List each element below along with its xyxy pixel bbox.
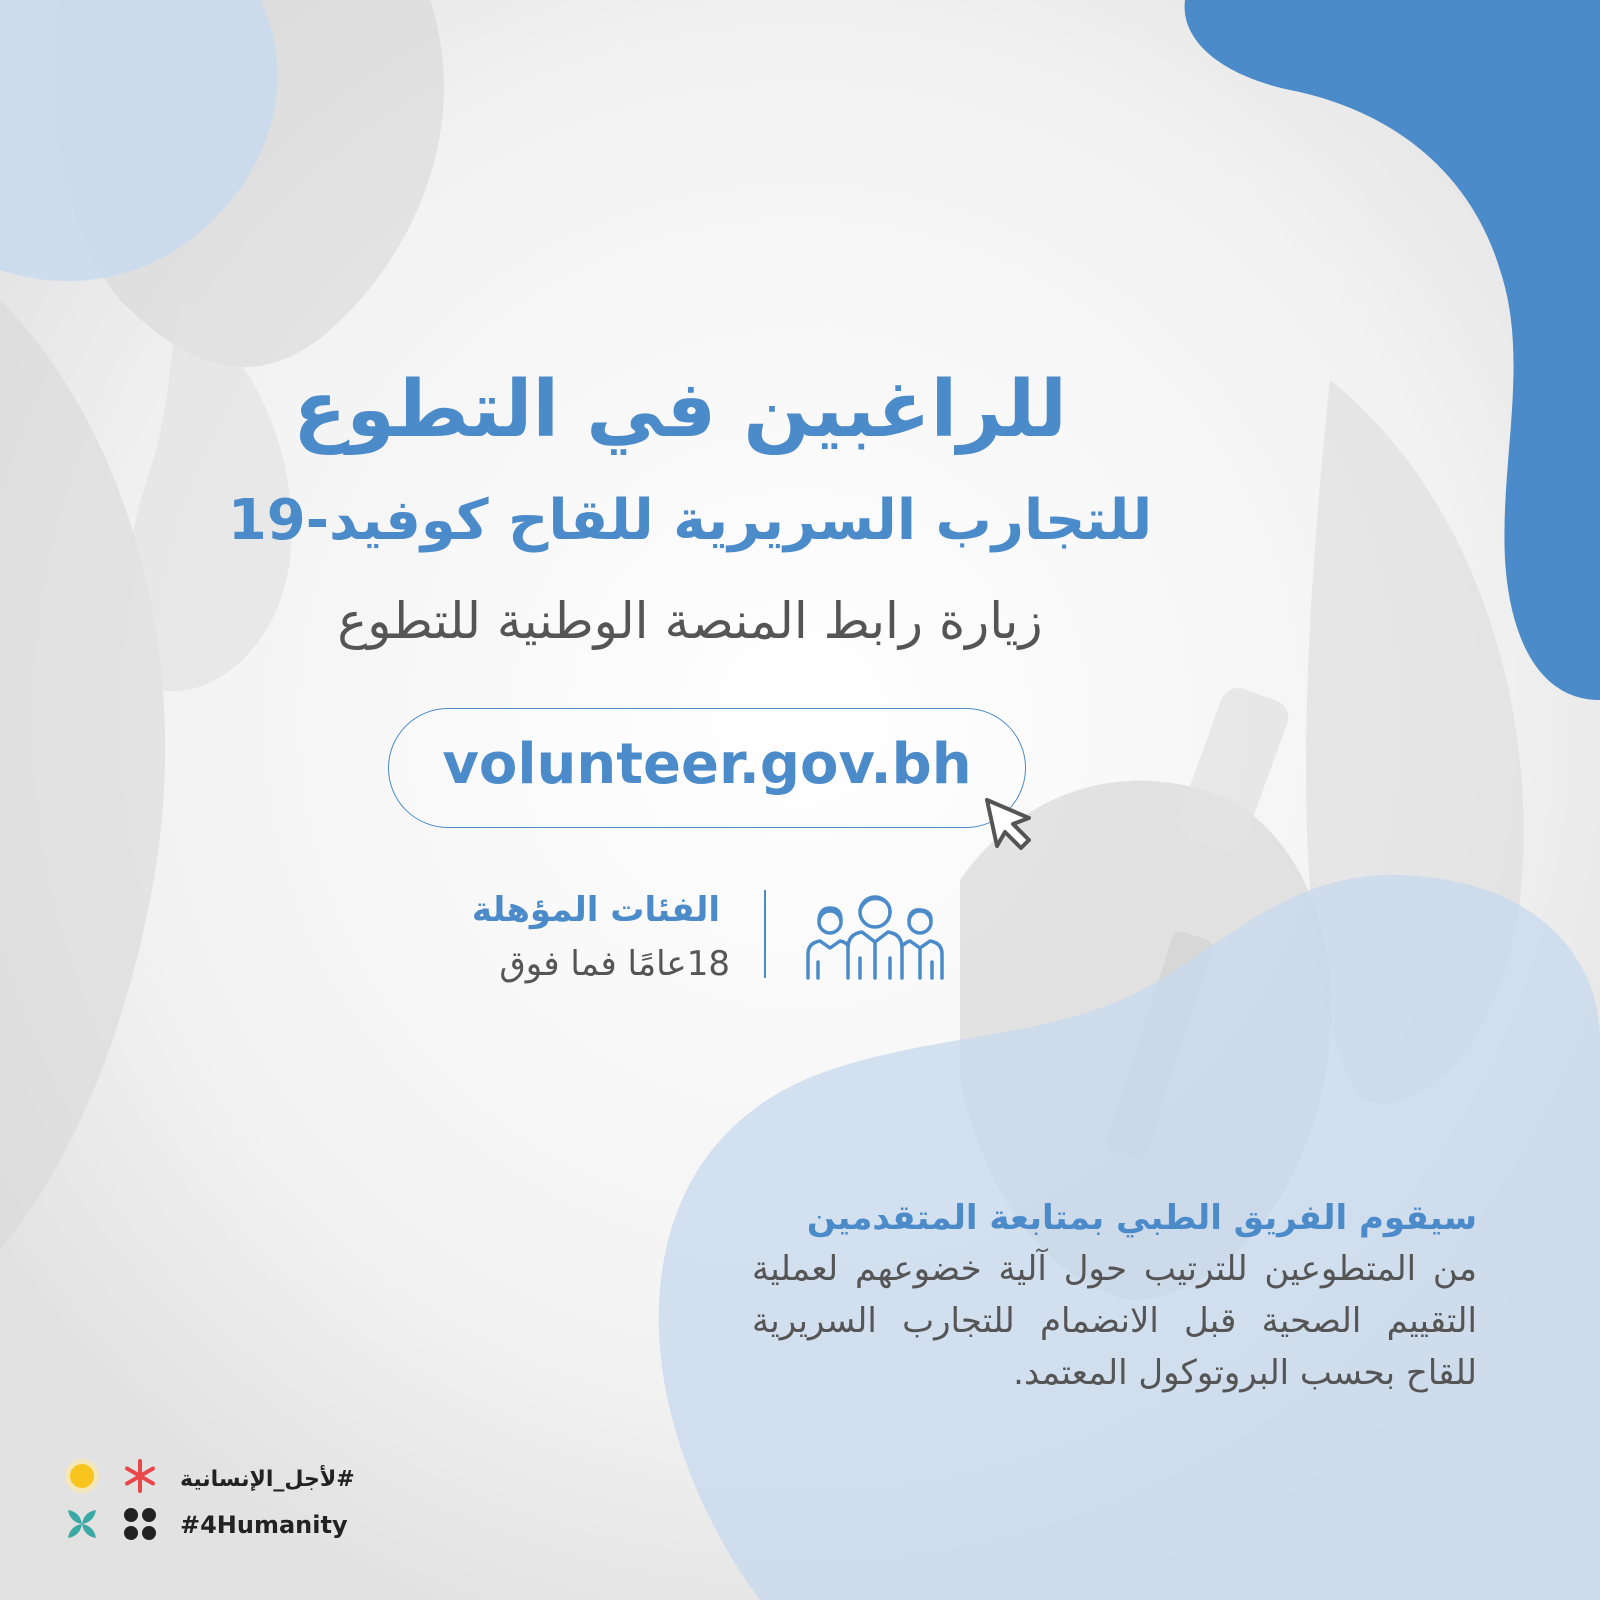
eligibility-value: 18عامًا فما فوق: [499, 944, 730, 984]
url-link-text[interactable]: volunteer.gov.bh: [442, 732, 972, 797]
info-title: سيقوم الفريق الطبي بمتابعة المتقدمين: [806, 1198, 1477, 1238]
mouse-pointer-icon: [983, 796, 1043, 856]
people-group-icon: [800, 890, 950, 980]
hashtag-arabic[interactable]: #لأجل_الإنسانية: [180, 1467, 355, 1492]
humanity-logo-icon: [62, 1458, 172, 1548]
hashtag-english[interactable]: #4Humanity: [180, 1511, 348, 1539]
info-body: من المتطوعين للترتيب حول آلية خضوعهم لعملية التقييم الصحية قبل الانضمام للتجارب السريرية للقاح بحسب البروتوكول المعتمد.: [752, 1249, 1477, 1393]
eligibility-divider: [764, 890, 766, 978]
eligibility-title: الفئات المؤهلة: [471, 890, 720, 930]
headline-visit-platform: زيارة رابط المنصة الوطنية للتطوع: [337, 592, 1043, 650]
headline-volunteer: للراغبين في التطوع: [293, 365, 1067, 455]
headline-clinical-trials: للتجارب السريرية للقاح كوفيد-19: [227, 488, 1153, 553]
